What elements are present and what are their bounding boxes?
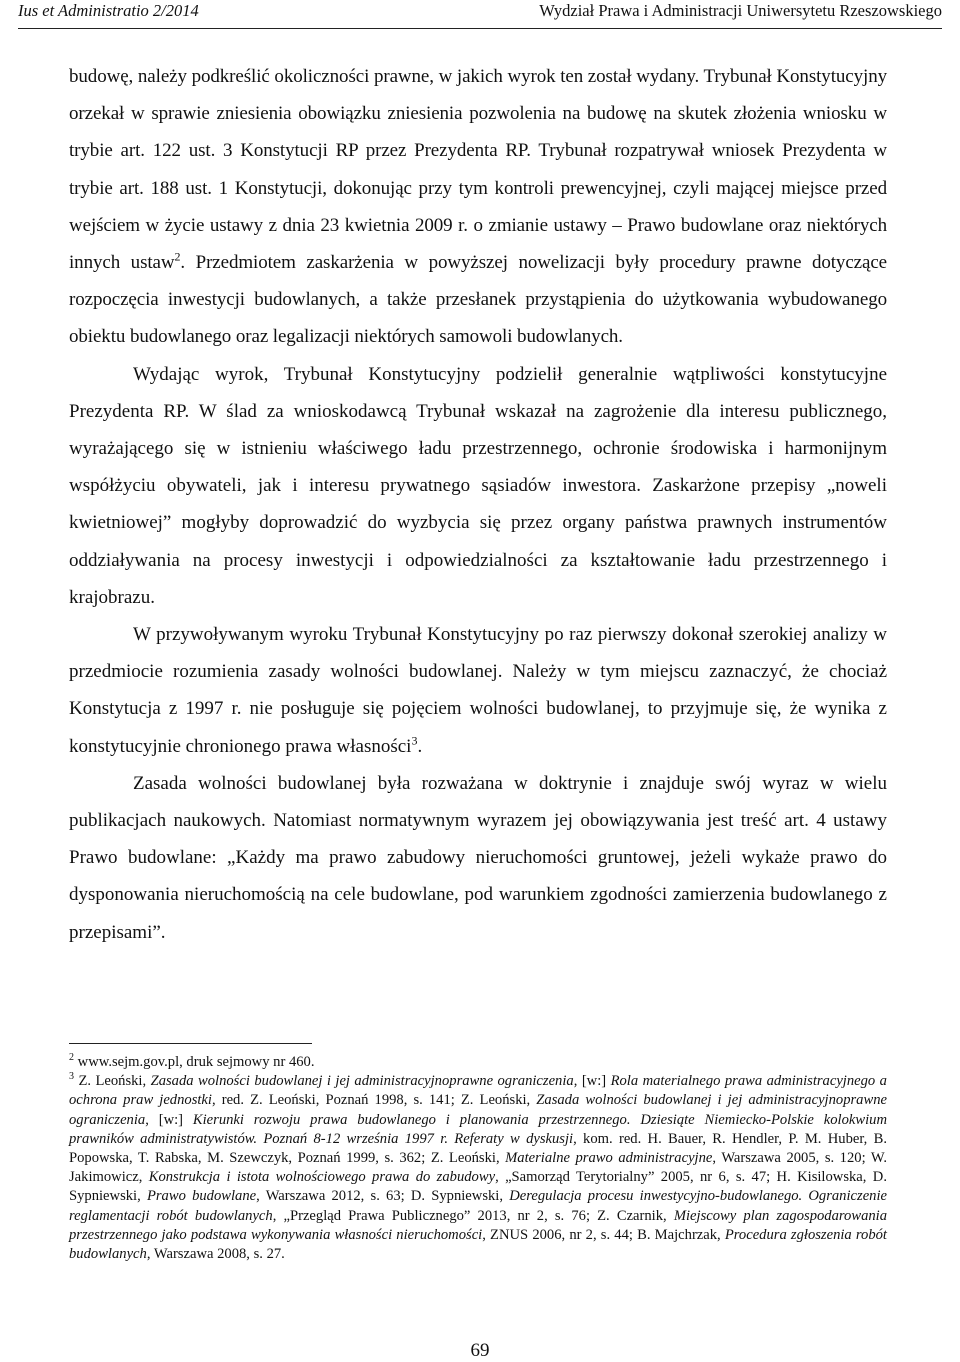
paragraph-4: Zasada wolności budowlanej była rozważana w doktrynie i znajduje swój wyraz w wielu publikacjach naukowych. Natomiast normatywnym wyrazem jej obowiązywania jest treść art. 4 ustawy Prawo budowlane: „Każdy ma prawo zabudowy nieruchomości gruntowej, jeżeli wykaże prawo do dysponowania nieruchomością na cele budowlane, pod warunkiem zgodności zamierzenia budowlanego z przepisami”.	[69, 772, 887, 943]
citation-text: , kom. red. H. Bauer, R. Hendler, P. M. Huber, B. Popowska, T. Rabska, M. Szewczyk, Poznań 1999, s. 362; Z. Leoński,	[69, 1130, 887, 1167]
footnote-number: 2	[69, 1052, 74, 1064]
citation-text: , [w:]	[145, 1111, 193, 1128]
paragraph-1	[69, 58, 887, 356]
paragraph-2: Wydając wyrok, Trybunał Konstytucyjny podzielił generalnie wątpliwości konstytucyjne Prezydenta RP. W ślad za wnioskodawcą Trybunał wskazał na zagrożenie dla interesu publicznego, wyrażającego się w istnieniu właściwego ładu przestrzennego, ochronie środowiska i harmonijnym współżyciu obywateli, jak i interesu prywatnego sąsiadów inwestora. Zaskarżone przepisy „noweli kwietniowej” mogłyby doprowadzić do wyzbycia się przez organy państwa prawnych instrumentów oddziaływania na procesy inwestycji i odpowiedzialności za kształtowanie ładu przestrzennego i krajobrazu.	[69, 363, 887, 608]
footnote-ref-3[interactable]: 3	[411, 733, 418, 748]
paragraph-3-text: W przywoływanym wyroku Trybunał Konstytucyjny po raz pierwszy dokonał szerokiej analizy w przedmiocie rozumienia zasady wolności budowlanej. Należy w tym miejscu zaznaczyć, że chociaż Konstytucja z 1997 r. nie posługuje się pojęciem wolności budowlanej, to przyjmuje się, że wynika z konstytucyjnie chronionego prawa własności	[69, 624, 887, 757]
citation-text: , Warszawa 2005, s. 120; W. Jakimowicz,	[69, 1150, 887, 1186]
footnote-3	[69, 1072, 887, 1264]
footnotes	[69, 1053, 887, 1264]
running-header	[18, 0, 942, 30]
citation-text: , [w:]	[573, 1073, 611, 1090]
citation-text: , Warszawa 2008, s. 27.	[146, 1246, 285, 1263]
citation-text: , ZNUS 2006, nr 2, s. 44; B. Majchrzak,	[482, 1226, 725, 1243]
citation-title: Zasada wolności budowlanej i jej administracyjnoprawne ograniczenia	[150, 1073, 574, 1090]
paragraph-1-text: budowę, należy podkreślić okoliczności prawne, w jakich wyrok ten został wydany. Trybunał Konstytucyjny orzekał w sprawie zniesienia obowiązku zniesienia pozwolenia na budowę na skutek złożenia wniosku w trybie art. 122 ust. 3 Konstytucji RP przez Prezydenta RP. Trybunał rozpatrywał wniosek Prezydenta w trybie art. 188 ust. 1 Konstytucji, dokonując przy tym kontroli prewencyjnej, czyli mającej miejsce przed wejściem w życie ustawy z dnia 23 kwietnia 2009 r. o zmianie ustawy – Prawo budowlane oraz niektórych innych ustaw	[69, 66, 887, 274]
citation-title: Procedura zgłoszenia robót budowlanych	[69, 1226, 887, 1263]
paragraph-1-text-cont: . Przedmiotem zaskarżenia w powyższej nowelizacji były procedury prawne dotyczące rozpoczęcia inwestycji budowlanych, a także przesłanek przystąpienia do użytkowania wybudowanego obiektu budowlanego oraz legalizacji niektórych samowoli budowlanych.	[69, 252, 887, 348]
citation-title: Deregulacja procesu inwestycyjno-budowlanego. Ograniczenie reglamentacji robót budowlanych	[69, 1188, 887, 1224]
footnote-divider	[69, 1043, 312, 1044]
citation-title: Rola materialnego prawa administracyjnego a ochrona praw jednostki	[69, 1073, 887, 1109]
footnote-text: www.sejm.gov.pl, druk sejmowy nr 460.	[74, 1054, 315, 1070]
main-text	[69, 58, 887, 951]
faculty-name: Wydział Prawa i Administracji Uniwersytetu Rzeszowskiego	[539, 1, 942, 20]
citation-title: Kierunki rozwoju prawa budowlanego i planowania przestrzennego. Dziesiąte Niemiecko-Polskie kolokwium prawników administratywistów. Poznań 8-12 września 1997 r. Referaty w dyskusji	[69, 1111, 887, 1147]
citation-text: , Warszawa 2012, s. 63; D. Sypniewski,	[256, 1188, 510, 1205]
citation-title: Konstrukcja i istota wolnościowego prawa do zabudowy	[148, 1169, 496, 1186]
citation-text: , red. Z. Leoński, Poznań 1998, s. 141; Z. Leoński,	[211, 1092, 537, 1109]
paragraph-3-end: .	[417, 735, 423, 757]
citation-title: Miejscowy plan zagospodarowania przestrzennego jako podstawa wykonywania własności nieruchomości	[69, 1207, 888, 1243]
citation-title: Prawo budowlane	[146, 1188, 257, 1205]
citation-title: Zasada wolności budowlanej i jej administracyjnoprawne ograniczenia	[69, 1092, 887, 1128]
citation-text: Z. Leoński,	[74, 1073, 151, 1090]
journal-title: Ius et Administratio 2/2014	[18, 1, 199, 20]
citation-text: , „Przegląd Prawa Publicznego” 2013, nr 2, s. 76; Z. Czarnik,	[272, 1207, 674, 1224]
footnote-number: 3	[69, 1071, 74, 1083]
paragraph-3	[69, 616, 887, 765]
header-divider	[18, 28, 942, 29]
citation-title: Materialne prawo administracyjne	[505, 1150, 713, 1167]
page-number: 69	[470, 1340, 490, 1361]
footnote-2	[69, 1053, 887, 1072]
footnote-ref-2[interactable]: 2	[174, 249, 181, 264]
citation-text: , „Samorząd Terytorialny” 2005, nr 6, s. 47; H. Kisilowska, D. Sypniewski,	[69, 1169, 887, 1205]
